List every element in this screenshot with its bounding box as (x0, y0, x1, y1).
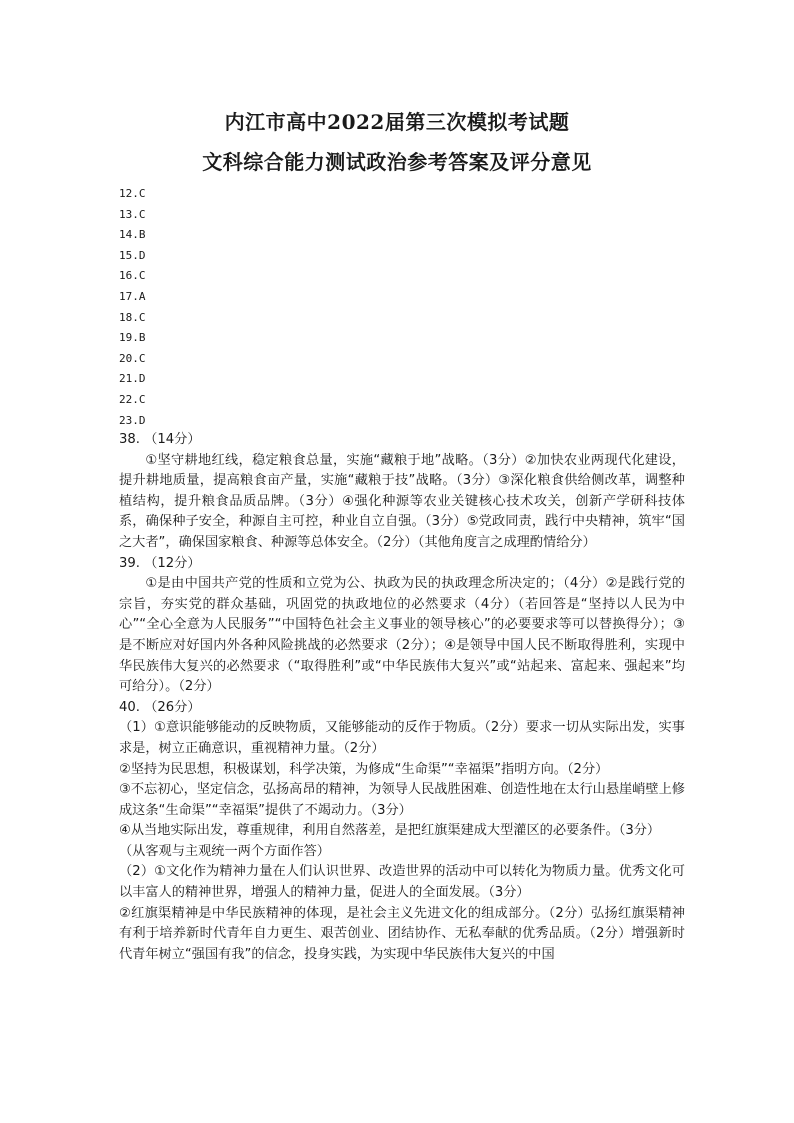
answer-item: 19.B (119, 331, 146, 345)
essay-answers (119, 430, 685, 965)
answer-item: 13.C (119, 207, 146, 221)
page-title: 内江市高中2022届第三次模拟考试题 (224, 110, 570, 134)
answer-item: 14.B (119, 228, 146, 242)
answer-item: 22.C (119, 392, 146, 406)
answer-item: 16.C (119, 269, 146, 283)
question-40-answer-line: （2）①文化作为精神力量在人们认识世界、改造世界的活动中可以转化为物质力量。优秀文化可以丰富人的精神世界，增强人的精神力量，促进人的全面发展。（3分） (119, 864, 685, 901)
answer-item: 12.C (119, 187, 146, 200)
question-40-answer-line: ②红旗渠精神是中华民族精神的体现，是社会主义先进文化的组成部分。（2分）弘扬红旗渠精神有利于培养新时代青年自力更生、艰苦创业、团结协作、无私奉献的优秀品质。（2分）增强新时代青年树立“强国有我”的信念，投身实践，为实现中华民族伟大复兴的中国 (119, 905, 685, 962)
answer-item: 17.A (119, 289, 146, 303)
question-40-answer-line: ②坚持为民思想，积极谋划，科学决策，为修成“生命渠”“幸福渠”指明方向。（2分） (119, 761, 609, 777)
answer-item: 23.D (119, 413, 146, 427)
answer-item: 21.D (119, 372, 146, 386)
question-39-heading: 39. （12分） (119, 555, 201, 571)
question-39-answer: ①是由中国共产党的性质和立党为公、执政为民的执政理念所决定的；（4分）②是践行党的宗旨，夯实党的群众基础，巩固党的执政地位的必然要求（4分）（若回答是“坚持以人民为中心”“全心全意为人民服务”“中国特色社会主义事业的领导核心”的必要要求等可以替换得分）；③是不断应对好国内外各种风险挑战的必然要求（2分）；④是领导中国人民不断取得胜利，实现中华民族伟大复兴的必然要求（“取得胜利”或“中华民族伟大复兴”或“站起来、富起来、强起来”均可给分）。（2分） (119, 576, 685, 695)
multiple-choice-answer-list (119, 184, 146, 431)
question-40-note: （从客观与主观统一两个方面作答） (119, 843, 330, 859)
question-40-answer-line: ④从当地实际出发，尊重规律，利用自然落差，是把红旗渠建成大型灌区的必要条件。（3分） (119, 823, 661, 839)
question-40-answer-line: （1）①意识能够能动的反映物质，又能够能动的反作于物质。（2分）要求一切从实际出发，实事求是，树立正确意识，重视精神力量。（2分） (119, 720, 685, 756)
answer-item: 18.C (119, 310, 146, 324)
question-38-answer: ①坚守耕地红线，稳定粮食总量，实施“藏粮于地”战略。（3分）②加快农业两现代化建设，提升耕地质量，提高粮食亩产量，实施“藏粮于技”战略。（3分）③深化粮食供给侧改革，调整种植结构，提升粮食品质品牌。（3分）④强化种源等农业关键核心技术攻关，创新产学研科技体系，确保种子安全，种源自主可控，种业自立自强。（3分）⑤党政同责，践行中央精神，筑牢“国之大者”，确保国家粮食、种源等总体安全。（2分）（其他角度言之成理酌情给分） (119, 452, 685, 550)
question-38-heading: 38. （14分） (119, 432, 201, 447)
answer-item: 20.C (119, 351, 146, 365)
page-subtitle: 文科综合能力测试政治参考答案及评分意见 (202, 150, 592, 174)
answer-item: 15.D (119, 248, 146, 262)
question-40-answer-line: ③不忘初心，坚定信念，弘扬高昂的精神，为领导人民战胜困难、创造性地在太行山悬崖峭壁上修成这条“生命渠”“幸福渠”提供了不竭动力。（3分） (119, 782, 685, 818)
question-40-heading: 40. （26分） (119, 699, 201, 715)
